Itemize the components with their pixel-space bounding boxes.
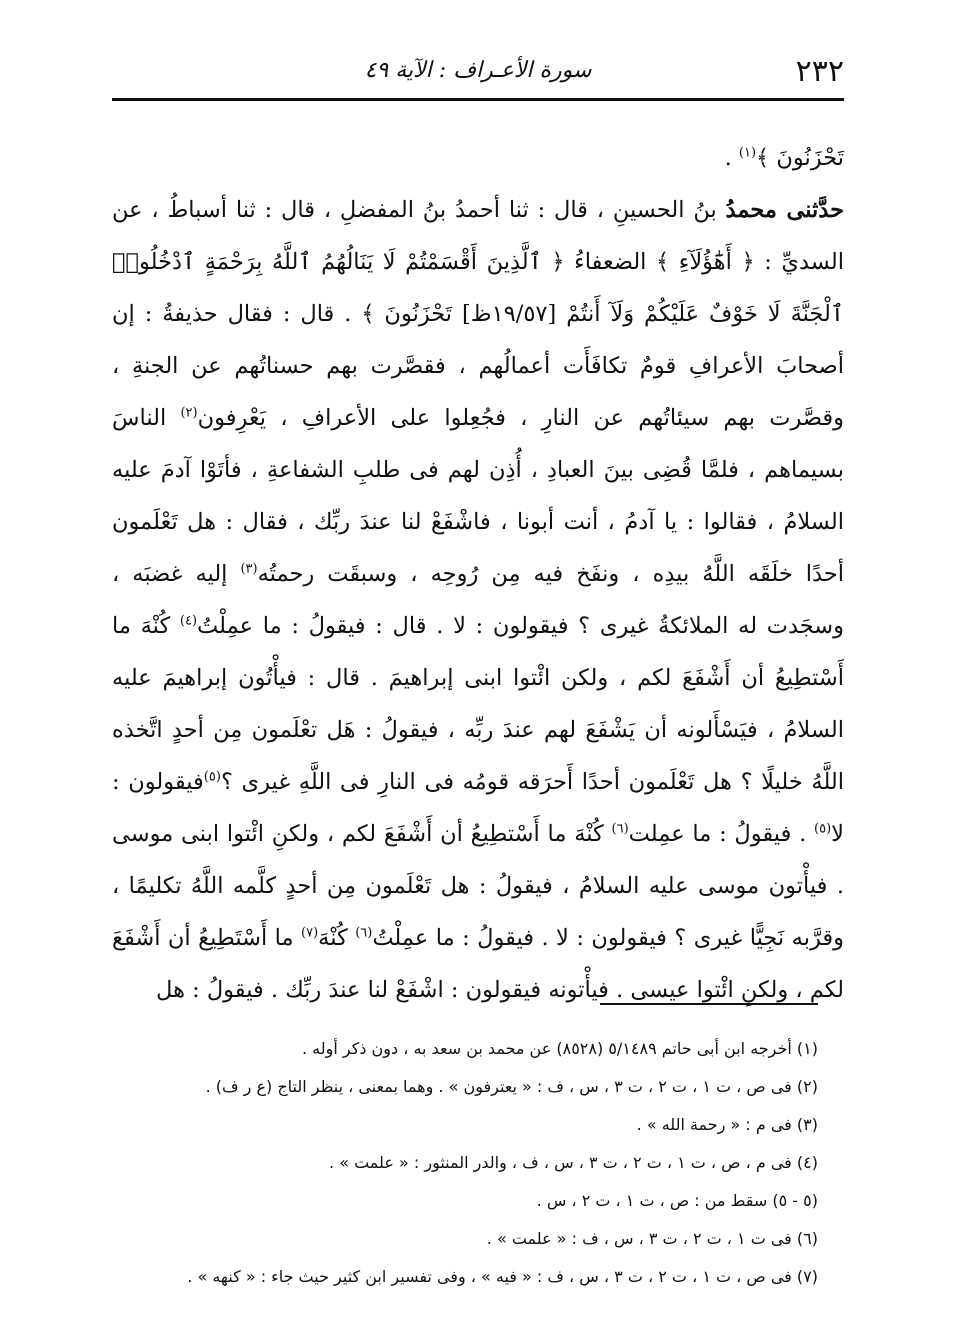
text-span: . قال : فقال حذيفةُ : إن أصحابَ الأعرافِ قومٌ تكافَأَت أعمالُهم ، فقصَّرت بهم حسناتُهم عن الجنةِ ، وقصَّرت بهم سيئاتُهم عن النارِ ، فجُعِلوا على الأعرافِ ، يَعْرِفون [112,301,844,431]
footnote-ref: (٧) [301,925,319,941]
text-span: ما أَسْتَطِيعُ أن أَشْفَعَ لكم ، ولكنِ ائْتوا عيسى . فيأْتونه فيقولون : اشْفَعْ لنا عندَ ربِّك . فيقولُ : هل [112,925,844,1003]
footnote-ref: (٤) [179,613,198,629]
text-span: كُنْهَ [318,925,356,951]
footnote-ref: (٦) [355,925,373,941]
header-rule [112,98,844,101]
text-span: كُنْهَ ما أَسْتطِيعُ أن أَشْفَعَ لكم ، ولكن ائْتوا ابنى إبراهيمَ . قال : فيأْتُون إبراهيمَ عليه السلامُ ، فيَسْأَلونه أن يَشْفَعَ لهم عندَ ربِّه ، فيقولُ : هَل تعْلَمون مِن أحدٍ اتَّخذه اللَّهُ خليلًا ؟ هل تَعْلَمون أحدًا أَحرَقه قومُه فى النارِ فى اللَّهِ غيرى ؟ [112,613,845,795]
footnotes [112,1030,818,1296]
footnote-ref: (٥) [814,821,832,837]
text-span: الناسَ بسيماهم ، فلمَّا قُضِى بينَ العبادِ ، أُذِن لهم فى طلبِ الشفاعةِ ، فأتَوْا آدمَ عليه السلامُ ، فقالوا : يا آدمُ ، أنت أبونا ، فاشْفَعْ لنا عندَ ربِّك ، فقال : هل تَعْلَمون أحدًا خلَقَه اللَّهُ بيدِه ، ونفَخ فيه مِن رُوحِه ، وسبقَت رحمتُه [112,405,844,587]
footnote-ref: (١) [738,145,757,161]
footnote-4: (٤) فى م ، ص ، ت ١ ، ت ٢ ، ت ٣ ، س ، ف ، والدر المنثور : « علمت » . [329,1153,818,1172]
footnote-separator [600,1003,818,1005]
page-number: ٢٣٢ [795,54,844,89]
footnote-ref: (٥) [203,769,221,785]
paragraph-2 [112,184,844,1016]
footnote-2: (٢) فى ص ، ت ١ ، ت ٢ ، ت ٣ ، س ، ف : « يعترفون » . وهما بمعنى ، ينظر التاج (ع ر ف) . [205,1077,818,1096]
footnote-ref: (٦) [611,821,629,837]
quran-verse: تَحْزَنُونَ ﴾ [361,301,453,327]
footnote-5: (٥ - ٥) سقط من : ص ، ت ١ ، ت ٢ ، س . [536,1191,818,1210]
text-span: فيقولون : لا [112,769,844,847]
quran-verse: ﴿ ٱلَّذِينَ أَقْسَمْتُمْ لَا يَنَالُهُمُ ٱللَّهُ بِرَحْمَةٍ ٱدْخُلُوا۟ ٱلْجَنَّةَ لَا خَوْفٌ عَلَيْكُمْ وَلَآ أَنتُمْ [112,249,844,327]
text-span: . فيقولُ : ما عمِلت [628,821,815,847]
text-span: . [724,145,739,171]
paragraph-1 [112,132,844,184]
isnad-opening: حدَّثنى محمدُ [725,197,844,223]
footnote-ref: (٣) [240,561,258,577]
page-header [112,44,844,100]
footnote-1: (١) أخرجه ابن أبى حاتم ٥/١٤٨٩ (٨٥٢٨) عن محمد بن سعد به ، دون ذكر أوله . [302,1039,818,1058]
running-title: سورة الأعـراف : الآية ٤٩ [364,58,592,83]
text-span: الضعفاءُ [564,249,656,275]
footnote-7: (٧) فى ص ، ت ١ ، ت ٢ ، ت ٣ ، س ، ف : « فيه » ، وفى تفسير ابن كثير حيث جاء : « كنهه » . [187,1267,818,1286]
footnote-3: (٣) فى م : « رحمة الله » . [636,1115,818,1134]
quran-verse: ﴿ أَهَٰٓؤُلَآءِ ﴾ [656,249,755,275]
footnote-ref: (٢) [180,405,198,421]
text-span: إليه غضبَه ، وسجَدت له الملائكةُ غيرى ؟ فيقولون : لا . قال : فيقولُ : ما عمِلْتُ [112,561,844,639]
text-span: كُنْهَ ما أَسْتطِيعُ أن أَشْفَعَ لكم ، ولكنِ ائْتوا ابنى موسى . فيأْتون موسى عليه السلامُ ، فيقولُ : هل تَعْلَمون مِن أحدٍ كلَّمه اللَّهُ تكليمًا ، وقرَّبه نَجِيًّا غيرى ؟ فيقولون : لا . فيقولُ : ما عمِلْتُ [112,821,844,951]
manuscript-marker: [١٩/٥٧ظ] [452,301,567,327]
quran-verse: تَحْزَنُونَ ﴾ [756,145,844,171]
footnote-6: (٦) فى ت ١ ، ت ٢ ، ت ٣ ، س ، ف : « علمت » . [486,1229,818,1248]
main-text [112,132,844,1016]
text-span: بنُ الحسينِ ، قال : ثنا أحمدُ بنُ المفضلِ ، قال : ثنا أسباطُ ، عن السديِّ : [112,197,844,275]
